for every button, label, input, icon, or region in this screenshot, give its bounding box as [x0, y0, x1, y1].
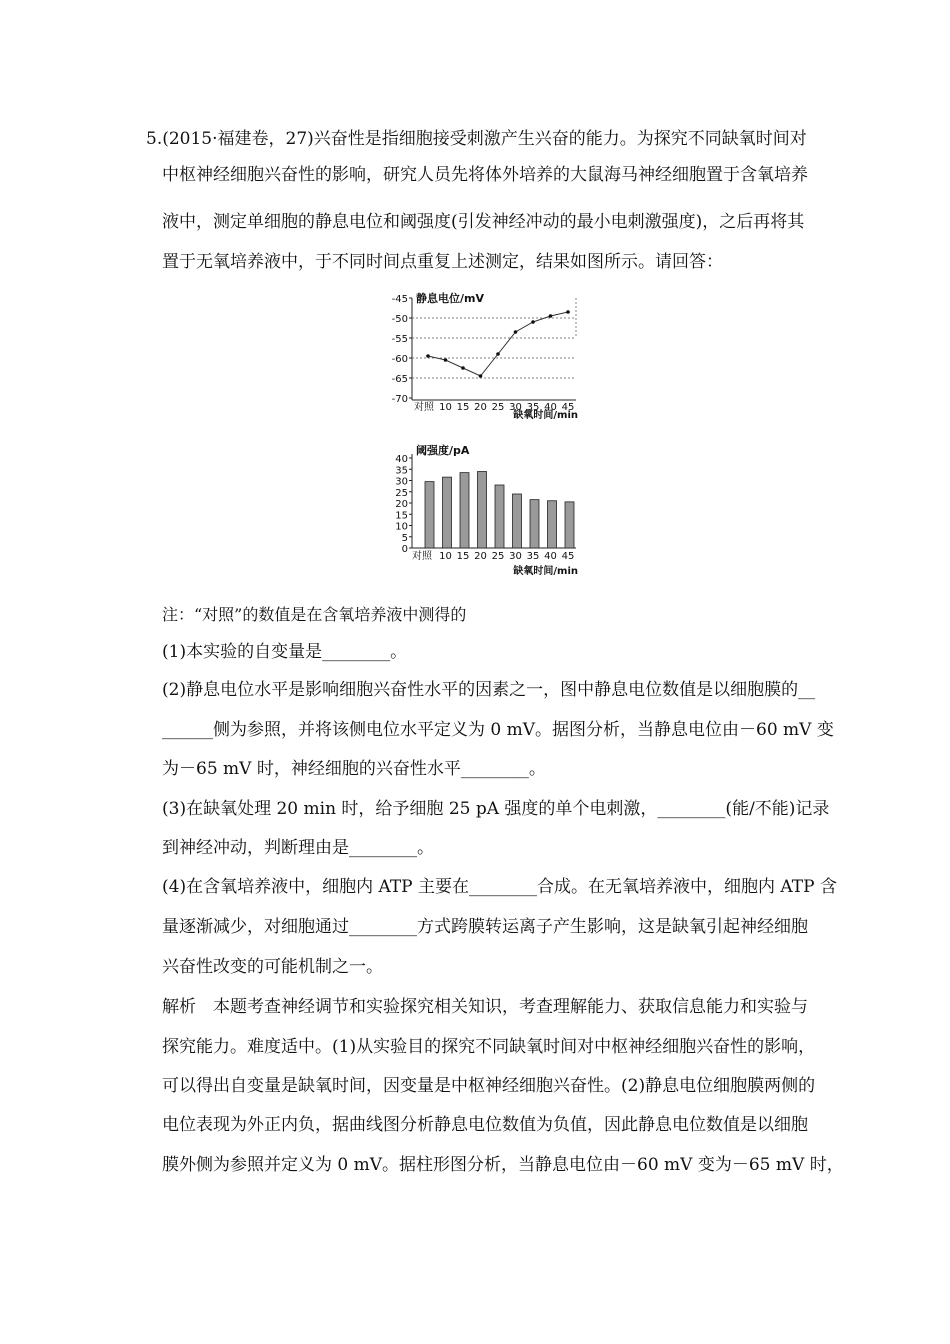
- line-chart-x-tick-label: 对照: [414, 402, 434, 413]
- line-chart-x-tick-label: 15: [456, 402, 470, 413]
- line-chart-point: [566, 310, 570, 314]
- line-chart-point: [514, 330, 518, 334]
- bar-chart-x-tick-label: 15: [456, 551, 470, 562]
- bar-chart-y-tick-label: 5: [401, 532, 408, 544]
- bar-chart-bar: [530, 500, 539, 548]
- bar-chart-y-tick-label: 35: [395, 465, 408, 477]
- question-line-1: 5.(2015·福建卷，27)兴奋性是指细胞接受刺激产生兴奋的能力。为探究不同缺氧时间对: [146, 129, 807, 149]
- bar-chart-y-tick-label: 0: [401, 544, 408, 555]
- question-part-1: (1)本实验的自变量是________。: [162, 642, 408, 662]
- bar-chart-y-tick-label: 30: [395, 476, 408, 488]
- bar-chart-bar: [548, 501, 557, 548]
- line-chart-y-tick-label: -45: [391, 294, 408, 305]
- line-chart-point: [461, 366, 465, 370]
- question-part-4-line-2: 量逐渐减少，对细胞通过________方式跨膜转运离子产生影响，这是缺氧引起神经细胞: [162, 917, 808, 937]
- bar-chart-bar: [513, 494, 522, 548]
- bar-chart-x-tick-label: 45: [561, 551, 575, 562]
- line-chart-x-tick-label: 20: [474, 402, 487, 413]
- question-part-3-line-1: (3)在缺氧处理 20 min 时，给予细胞 25 pA 强度的单个电刺激，________(能/不能)记录: [162, 799, 830, 819]
- line-chart-title: 静息电位/mV: [416, 292, 484, 305]
- bar-chart-x-tick-label: 35: [526, 551, 540, 562]
- line-chart-point: [549, 314, 553, 318]
- analysis-line-1: 解析 本题考查神经调节和实验探究相关知识，考查理解能力、获取信息能力和实验与: [162, 997, 808, 1017]
- line-chart-point: [479, 374, 483, 378]
- question-part-4-line-3: 兴奋性改变的可能机制之一。: [162, 957, 383, 977]
- line-chart-x-tick-label: 10: [439, 402, 452, 413]
- resting-potential-line-chart: [370, 284, 590, 420]
- bar-chart-x-tick-label: 25: [491, 551, 505, 562]
- line-chart-point: [496, 352, 500, 356]
- line-chart-point: [444, 358, 448, 362]
- line-chart-x-tick-label: 25: [491, 402, 505, 413]
- line-chart-x-tick-label: 45: [561, 402, 575, 413]
- bar-chart-x-tick-label: 10: [439, 551, 452, 562]
- line-chart-x-tick-label: 30: [509, 402, 522, 413]
- threshold-bar-chart: [370, 440, 590, 580]
- bar-chart-bar: [565, 502, 574, 548]
- line-chart-x-label: 缺氧时间/min: [513, 410, 578, 420]
- line-chart-y-tick-label: -60: [391, 354, 408, 365]
- bar-chart-x-tick-label: 40: [544, 551, 557, 562]
- line-chart-point: [426, 354, 430, 358]
- analysis-line-4: 电位表现为外正内负，据曲线图分析静息电位数值为负值，因此静息电位数值是以细胞: [162, 1115, 808, 1135]
- bar-chart-y-tick-label: 40: [395, 454, 408, 465]
- figure-note: 注：“对照”的数值是在含氧培养液中测得的: [162, 605, 467, 624]
- bar-chart-y-tick-label: 25: [395, 487, 408, 499]
- bar-chart-bar: [478, 472, 487, 549]
- bar-chart-bar: [495, 485, 504, 548]
- bar-chart-y-tick-label: 10: [395, 521, 408, 533]
- bar-chart-bar: [460, 473, 469, 548]
- bar-chart-bar: [443, 477, 452, 548]
- bar-chart-x-tick-label: 20: [474, 551, 487, 562]
- line-chart-y-tick-label: -65: [391, 374, 408, 385]
- line-chart-x-tick-label: 40: [544, 402, 557, 413]
- question-part-2-line-2: ______侧为参照，并将该侧电位水平定义为 0 mV。据图分析，当静息电位由－60 mV 变: [162, 720, 834, 740]
- analysis-line-5: 膜外侧为参照并定义为 0 mV。据柱形图分析，当静息电位由－60 mV 变为－65 mV 时，: [162, 1155, 844, 1175]
- bar-chart-x-tick-label: 30: [509, 551, 522, 562]
- question-line-4: 置于无氧培养液中，于不同时间点重复上述测定，结果如图所示。请回答：: [162, 252, 723, 272]
- question-line-2: 中枢神经细胞兴奋性的影响，研究人员先将体外培养的大鼠海马神经细胞置于含氧培养: [162, 165, 808, 185]
- line-chart-series-line: [428, 312, 568, 376]
- question-part-4-line-1: (4)在含氧培养液中，细胞内 ATP 主要在________合成。在无氧培养液中，细胞内 ATP 含: [162, 877, 837, 897]
- line-chart-y-tick-label: -55: [391, 334, 408, 345]
- question-line-3: 液中，测定单细胞的静息电位和阈强度(引发神经冲动的最小电刺激强度)，之后再将其: [162, 212, 805, 232]
- bar-chart-x-tick-label: 对照: [412, 551, 432, 562]
- analysis-line-2: 探究能力。难度适中。(1)从实验目的探究不同缺氧时间对中枢神经细胞兴奋性的影响，: [162, 1037, 816, 1057]
- line-chart-y-tick-label: -50: [391, 314, 408, 325]
- bar-chart-x-label: 缺氧时间/min: [513, 566, 578, 577]
- line-chart-x-tick-label: 35: [526, 402, 540, 413]
- line-chart-point: [531, 320, 535, 324]
- line-chart-y-tick-label: -70: [391, 394, 408, 405]
- bar-chart-bar: [425, 482, 434, 548]
- bar-chart-title: 阈强度/pA: [416, 444, 470, 457]
- analysis-line-3: 可以得出自变量是缺氧时间，因变量是中枢神经细胞兴奋性。(2)静息电位细胞膜两侧的: [162, 1076, 816, 1096]
- bar-chart-y-tick-label: 15: [395, 510, 408, 522]
- question-part-3-line-2: 到神经冲动，判断理由是________。: [162, 838, 434, 858]
- question-part-2-line-3: 为－65 mV 时，神经细胞的兴奋性水平________。: [162, 759, 546, 779]
- bar-chart-y-tick-label: 20: [395, 499, 408, 510]
- question-part-2-line-1: (2)静息电位水平是影响细胞兴奋性水平的因素之一，图中静息电位数值是以细胞膜的__: [162, 680, 816, 700]
